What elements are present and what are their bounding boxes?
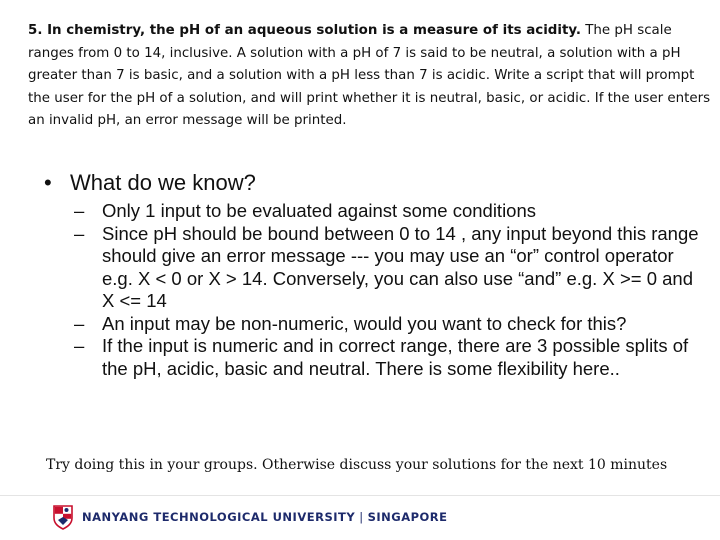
sub-bullet-marker: –	[74, 200, 85, 221]
problem-lead: 5. In chemistry, the pH of an aqueous solution is a measure of its acidity.	[28, 23, 581, 38]
wordmark-separator: |	[359, 510, 364, 524]
bullet-item	[44, 168, 704, 198]
sub-bullet-item	[74, 223, 704, 313]
sub-bullet-item	[74, 200, 704, 223]
sub-bullet-list	[74, 200, 704, 380]
university-wordmark	[82, 510, 448, 524]
problem-body: The pH scale ranges from 0 to 14, inclusive. A solution with a pH of 7 is said to be neutral, a solution with a pH greater than 7 is basic, and a solution with a pH less than 7 is acidic. Write a script that will prompt the user for the pH of a solution, and will print whether it is neutral, basic, or acidic. If the user enters an invalid pH, an error message will be printed.	[28, 23, 711, 128]
ntu-logo-icon	[52, 504, 74, 530]
sub-bullet-marker: –	[74, 312, 85, 334]
university-name: NANYANG TECHNOLOGICAL UNIVERSITY	[82, 510, 356, 524]
footnote: Try doing this in your groups. Otherwise discuss your solutions for the next 10 minutes	[46, 457, 668, 473]
footer-bar	[0, 495, 720, 540]
bullet-marker: •	[44, 170, 52, 195]
bullet-list	[44, 168, 704, 380]
sub-bullet-text: Only 1 input to be evaluated against some conditions	[102, 200, 537, 221]
bullet-text: What do we know?	[70, 170, 256, 195]
sub-bullet-text: If the input is numeric and in correct range, there are 3 possible splits of the pH, acidic, basic and neutral. There is some flexibility here..	[102, 335, 689, 379]
sub-bullet-marker: –	[74, 335, 85, 356]
problem-statement	[28, 20, 718, 133]
sub-bullet-text: Since pH should be bound between 0 to 14 , any input beyond this range should give an error message --- you may use an “or” control operator e.g. X < 0 or X > 14. Conversely, you can also use “and” e.g. X >= 0 and X <= 14	[102, 222, 699, 311]
sub-bullet-text: An input may be non-numeric, would you want to check for this?	[102, 312, 627, 334]
sub-bullet-item	[74, 335, 704, 380]
sub-bullet-item	[74, 313, 704, 336]
sub-bullet-marker: –	[74, 222, 85, 244]
university-location: SINGAPORE	[367, 510, 448, 524]
